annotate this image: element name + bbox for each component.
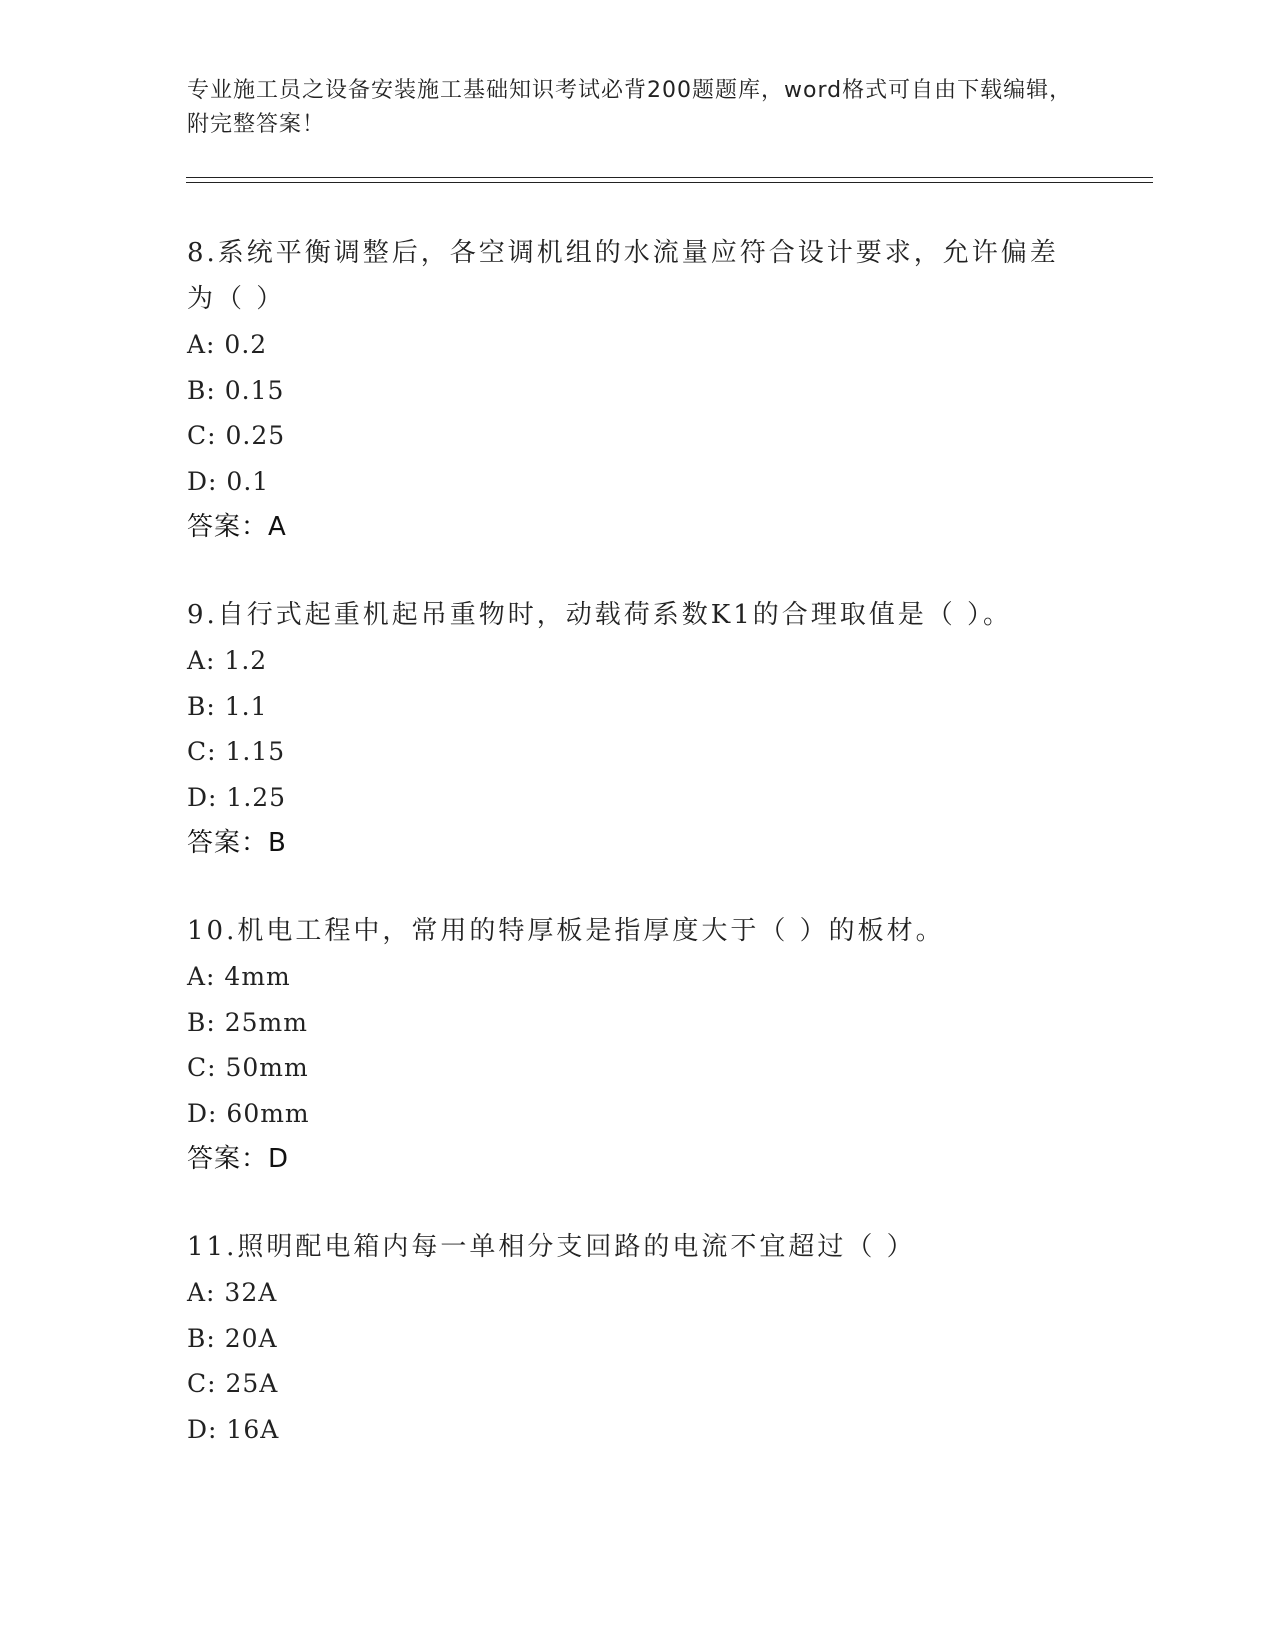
question-list xyxy=(187,230,1087,1494)
option-d: D: 0.1 xyxy=(187,466,270,496)
option-a: A: 4mm xyxy=(187,962,291,991)
question-stem: 9.自行式起重机起吊重物时，动载荷系数K1的合理取值是（ ）。 xyxy=(187,600,1013,630)
option-b: B: 20A xyxy=(187,1323,278,1353)
option-d: D: 60mm xyxy=(187,1098,310,1128)
option-c: C: 1.15 xyxy=(187,737,286,766)
option-a: A: 0.2 xyxy=(187,330,268,359)
question-8 xyxy=(187,230,1087,550)
option-c: C: 0.25 xyxy=(187,421,286,450)
question-stem: 8.系统平衡调整后，各空调机组的水流量应符合设计要求，允许偏差为（ ） xyxy=(187,238,1059,314)
option-c: C: 50mm xyxy=(187,1053,309,1082)
option-b: B: 1.1 xyxy=(187,691,268,721)
header-rule-bottom xyxy=(186,182,1153,183)
question-stem: 10.机电工程中，常用的特厚板是指厚度大于（ ）的板材。 xyxy=(187,916,945,946)
answer-line: 答案：D xyxy=(187,1144,290,1174)
answer-line: 答案：A xyxy=(187,512,287,542)
option-b: B: 25mm xyxy=(187,1007,308,1037)
document-header: 专业施工员之设备安装施工基础知识考试必背200题题库，word格式可自由下载编辑，附完整答案！ xyxy=(187,78,1073,137)
option-b: B: 0.15 xyxy=(187,375,285,405)
option-c: C: 25A xyxy=(187,1369,279,1398)
header-rule-top xyxy=(186,177,1153,178)
answer-line: 答案：B xyxy=(187,828,287,858)
option-d: D: 1.25 xyxy=(187,782,287,812)
option-a: A: 1.2 xyxy=(187,646,268,675)
question-stem: 11.照明配电箱内每一单相分支回路的电流不宜超过（ ） xyxy=(187,1232,916,1262)
option-a: A: 32A xyxy=(187,1278,278,1307)
option-d: D: 16A xyxy=(187,1414,280,1444)
question-11 xyxy=(187,1224,1087,1452)
question-9 xyxy=(187,592,1087,866)
question-10 xyxy=(187,908,1087,1182)
